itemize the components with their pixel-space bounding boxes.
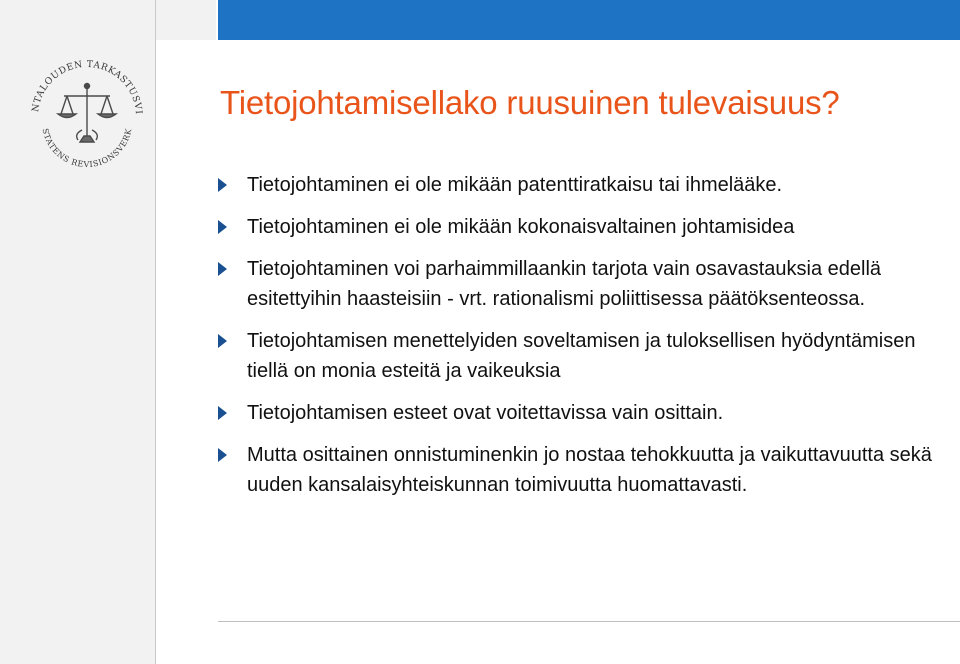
bullet-list [218, 170, 938, 512]
bullet-item [218, 212, 938, 242]
footer-divider [218, 621, 960, 622]
triangle-right-icon [218, 406, 227, 420]
scales-of-justice-seal-icon [22, 50, 152, 180]
seal-ring-text-bottom: STATENS REVISIONSVERK [40, 127, 134, 170]
header-grey-block [156, 0, 216, 40]
bullet-item [218, 254, 938, 314]
bullet-text: Tietojohtamisen esteet ovat voitettavissa vain osittain. [247, 402, 724, 424]
bullet-item [218, 170, 938, 200]
svg-text:VALTIONTALOUDEN TARKASTUSVIRAS [22, 50, 144, 115]
scales-emblem [58, 84, 116, 143]
triangle-right-icon [218, 220, 227, 234]
triangle-right-icon [218, 334, 227, 348]
seal-ring-text-top: NTALOUDEN TARKASTUSVI [30, 58, 145, 115]
slide-title: Tietojohtamisellako ruusuinen tulevaisuus? [220, 84, 840, 121]
bullet-text: Tietojohtaminen voi parhaimmillaankin tarjota vain osavastauksia edellä esitettyihin haasteisiin - vrt. rationalismi poliittisessa päätöksenteossa. [247, 258, 882, 310]
triangle-right-icon [218, 262, 227, 276]
bullet-text: Mutta osittainen onnistuminenkin jo nostaa tehokkuutta ja vaikuttavuutta sekä uuden kansalaisyhteiskunnan toimivuutta huomattavasti. [247, 444, 932, 496]
bullet-item [218, 440, 938, 500]
header-blue-band [218, 0, 960, 40]
bullet-text: Tietojohtaminen ei ole mikään kokonaisvaltainen johtamisidea [247, 216, 795, 238]
bullet-item [218, 326, 938, 386]
agency-seal-logo [22, 50, 152, 180]
triangle-right-icon [218, 448, 227, 462]
bullet-text: Tietojohtaminen ei ole mikään patenttiratkaisu tai ihmelääke. [247, 174, 783, 196]
triangle-right-icon [218, 178, 227, 192]
bullet-text: Tietojohtamisen menettelyiden soveltamisen ja tuloksellisen hyödyntämisen tiellä on monia esteitä ja vaikeuksia [247, 330, 916, 382]
bullet-item [218, 398, 938, 428]
